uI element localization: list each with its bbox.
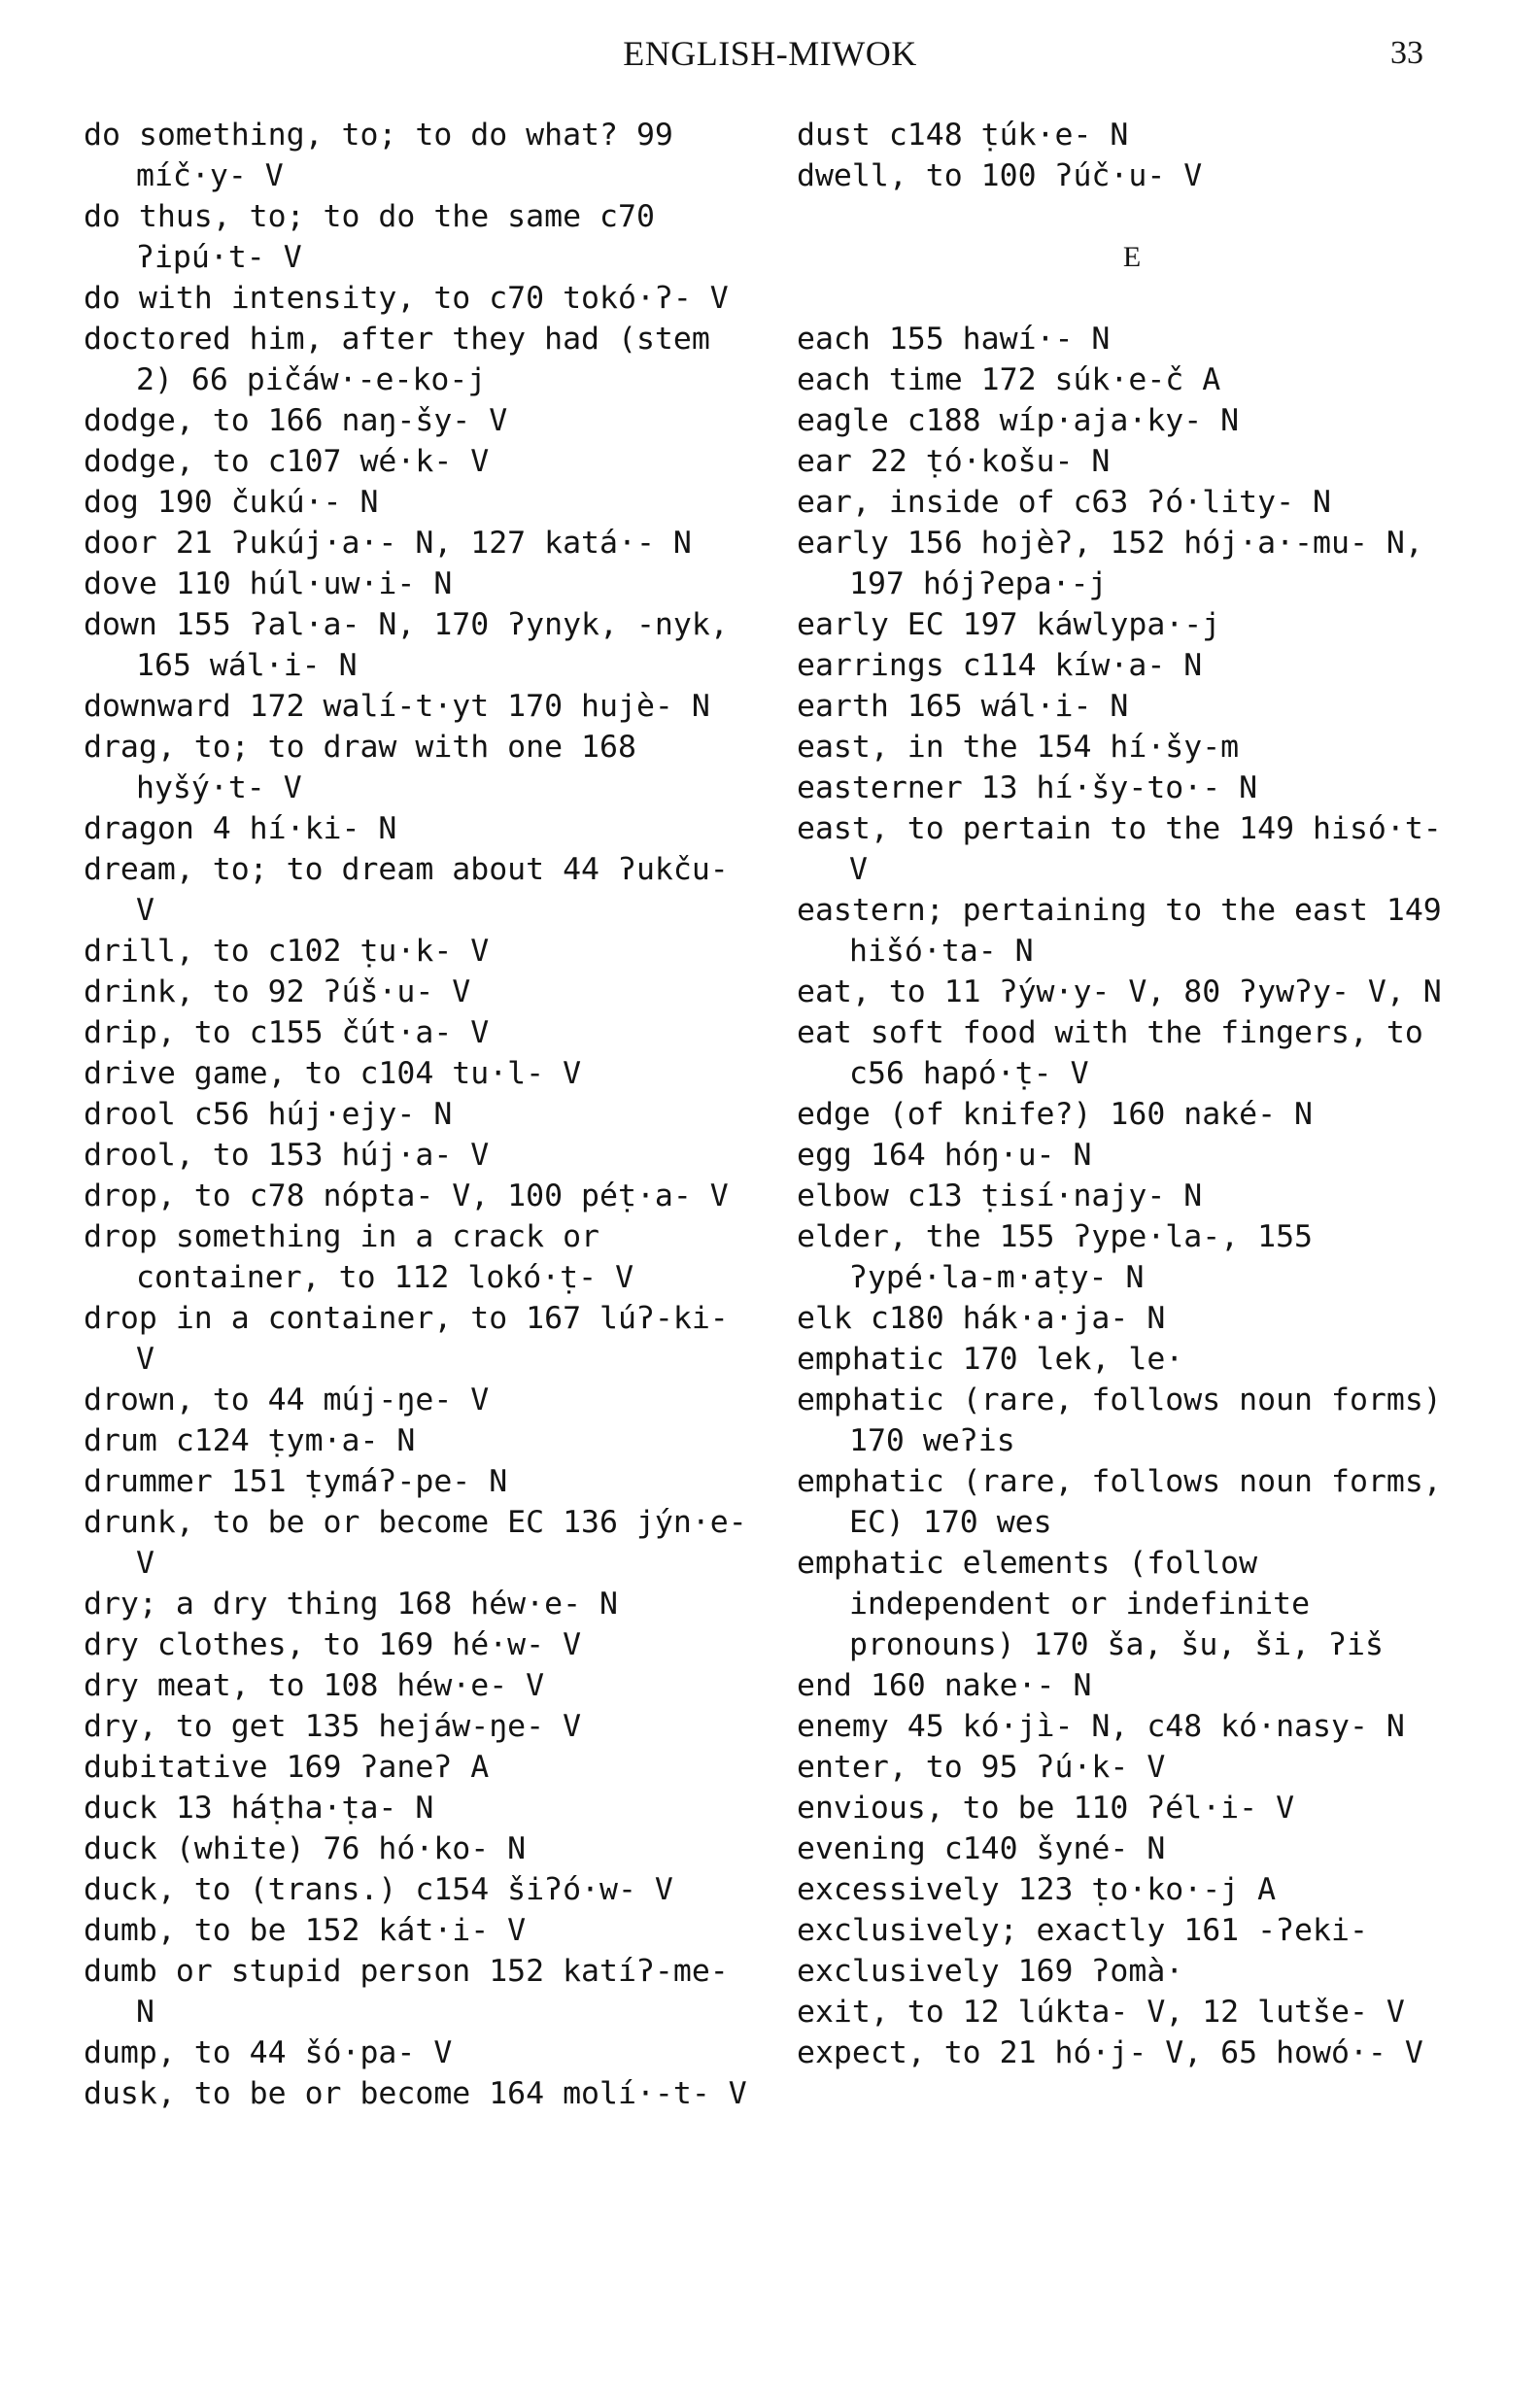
dictionary-entry: dry meat, to 108 héw·e- V	[84, 1668, 545, 1703]
dictionary-entry: end 160 nake·- N	[797, 1668, 1092, 1703]
dictionary-entry: do with intensity, to c70 tokó·ʔ- V	[84, 281, 729, 316]
dictionary-entry: ear, inside of c63 ʔó·lity- N	[797, 485, 1331, 520]
dictionary-entry: each 155 hawí·- N	[797, 322, 1111, 357]
dictionary-entry: east, to pertain to the 149 hisó·t- V	[797, 811, 1442, 887]
left-column	[84, 115, 764, 2114]
dictionary-entry: eat, to 11 ʔýw·y- V, 80 ʔywʔy- V, N	[797, 974, 1442, 1009]
dictionary-entry: duck, to (trans.) c154 šiʔó·w- V	[84, 1872, 673, 1907]
dictionary-entry: dubitative 169 ʔaneʔ A	[84, 1750, 490, 1785]
dictionary-entry: dumb or stupid person 152 katíʔ-me- N	[84, 1954, 729, 2030]
right-column-d-entries	[797, 115, 1467, 196]
running-head: ENGLISH-MIWOK	[623, 34, 917, 73]
dictionary-entry: dream, to; to dream about 44 ʔukču- V	[84, 852, 729, 928]
section-letter: E	[1122, 241, 1142, 273]
dictionary-entry: evening c140 šyné- N	[797, 1831, 1166, 1866]
dictionary-entry: earth 165 wál·i- N	[797, 689, 1129, 724]
dictionary-entry: egg 164 hóŋ·u- N	[797, 1138, 1092, 1173]
dictionary-entry: east, in the 154 hí·šy-m	[797, 730, 1240, 765]
dictionary-entry: eastern; pertaining to the east 149 hišó·ta- N	[797, 893, 1442, 969]
dictionary-entry: exclusively 169 ʔomà·	[797, 1954, 1184, 1989]
dictionary-entry: dry, to get 135 hejáw-ŋe- V	[84, 1709, 582, 1744]
dictionary-entry: drool, to 153 húj·a- V	[84, 1138, 490, 1173]
dictionary-entry: dust c148 ṭúk·e- N	[797, 118, 1129, 153]
dictionary-entry: enter, to 95 ʔú·k- V	[797, 1750, 1166, 1785]
dictionary-entry: each time 172 súk·e-č A	[797, 362, 1221, 397]
right-column-e-entries	[797, 319, 1467, 2073]
dictionary-entry: drop in a container, to 167 lúʔ-ki- V	[84, 1301, 729, 1377]
dictionary-entry: drunk, to be or become EC 136 jýn·e- V	[84, 1505, 747, 1581]
dictionary-entry: early 156 hojèʔ, 152 hój·a·-mu- N, 197 hójʔepa·-j	[797, 526, 1423, 601]
dictionary-entry: duck (white) 76 hó·ko- N	[84, 1831, 527, 1866]
dictionary-entry: edge (of knife?) 160 naké- N	[797, 1097, 1314, 1132]
dictionary-entry: exit, to 12 lúkta- V, 12 lutše- V	[797, 1995, 1405, 2030]
dictionary-entry: door 21 ʔukúj·a·- N, 127 katá·- N	[84, 526, 692, 561]
dictionary-entry: dry clothes, to 169 hé·w- V	[84, 1627, 582, 1662]
dictionary-entry: do something, to; to do what? 99 míč·y- V	[84, 118, 673, 193]
dictionary-entry: emphatic 170 lek, le·	[797, 1342, 1184, 1377]
dictionary-entry: dove 110 húl·uw·i- N	[84, 566, 453, 601]
dictionary-entry: early EC 197 káwlypa·-j	[797, 607, 1221, 642]
dictionary-entry: dusk, to be or become 164 molí·-t- V	[84, 2076, 747, 2111]
dictionary-entry: do thus, to; to do the same c70 ʔipú·t- V	[84, 199, 655, 275]
dictionary-entry: doctored him, after they had (stem 2) 66 pičáw·-e-ko-j	[84, 322, 710, 397]
right-column	[797, 115, 1467, 2073]
dictionary-entry: dog 190 čukú·- N	[84, 485, 379, 520]
page-number: 33	[1390, 35, 1423, 71]
dictionary-entry: elder, the 155 ʔype·la-, 155 ʔypé·la-m·aṭy- N	[797, 1219, 1314, 1295]
dictionary-entry: emphatic elements (follow independent or indefinite pronouns) 170 ša, šu, ši, ʔiš	[797, 1546, 1384, 1662]
dictionary-entry: emphatic (rare, follows noun forms, EC) 170 wes	[797, 1464, 1442, 1540]
dictionary-entry: expect, to 21 hó·j- V, 65 howó·- V	[797, 2035, 1423, 2070]
dictionary-entry: eagle c188 wíp·aja·ky- N	[797, 403, 1240, 438]
dictionary-entry: drown, to 44 múj-ŋe- V	[84, 1383, 490, 1418]
dictionary-entry: dragon 4 hí·ki- N	[84, 811, 397, 846]
dictionary-entry: downward 172 walí-t·yt 170 hujè- N	[84, 689, 710, 724]
dictionary-entry: drum c124 ṭym·a- N	[84, 1423, 416, 1458]
dictionary-entry: drink, to 92 ʔúš·u- V	[84, 974, 471, 1009]
dictionary-entry: dry; a dry thing 168 héw·e- N	[84, 1587, 618, 1622]
dictionary-entry: dumb, to be 152 kát·i- V	[84, 1913, 527, 1948]
dictionary-entry: dodge, to c107 wé·k- V	[84, 444, 490, 479]
dictionary-entry: elbow c13 ṭisí·najy- N	[797, 1178, 1203, 1213]
page-header	[0, 27, 1540, 85]
dictionary-entry: drop something in a crack or container, to 112 lokó·ṭ- V	[84, 1219, 634, 1295]
dictionary-entry: enemy 45 kó·jì- N, c48 kó·nasy- N	[797, 1709, 1405, 1744]
dictionary-entry: drool c56 húj·ejy- N	[84, 1097, 453, 1132]
dictionary-entry: elk c180 hák·a·ja- N	[797, 1301, 1166, 1336]
dictionary-entry: dodge, to 166 naŋ-šy- V	[84, 403, 508, 438]
dictionary-entry: earrings c114 kíw·a- N	[797, 648, 1203, 683]
dictionary-entry: ear 22 ṭó·košu- N	[797, 444, 1111, 479]
dictionary-entry: dump, to 44 šó·pa- V	[84, 2035, 453, 2070]
dictionary-entry: drag, to; to draw with one 168 hyšý·t- V	[84, 730, 636, 805]
dictionary-entry: exclusively; exactly 161 -ʔeki-	[797, 1913, 1368, 1948]
dictionary-entry: easterner 13 hí·šy-to·- N	[797, 770, 1258, 805]
dictionary-entry: duck 13 háṭha·ṭa- N	[84, 1791, 434, 1826]
dictionary-entry: drop, to c78 nópta- V, 100 péṭ·a- V	[84, 1178, 729, 1213]
dictionary-entry: envious, to be 110 ʔél·i- V	[797, 1791, 1295, 1826]
dictionary-entry: drill, to c102 ṭu·k- V	[84, 934, 490, 969]
dictionary-entry: eat soft food with the fingers, to c56 hapó·ṭ- V	[797, 1015, 1423, 1091]
dictionary-entry: down 155 ʔal·a- N, 170 ʔynyk, -nyk, 165 wál·i- N	[84, 607, 729, 683]
dictionary-entry: drip, to c155 čút·a- V	[84, 1015, 490, 1050]
dictionary-entry: dwell, to 100 ʔúč·u- V	[797, 158, 1203, 193]
dictionary-entry: drive game, to c104 tu·l- V	[84, 1056, 582, 1091]
dictionary-entry: emphatic (rare, follows noun forms) 170 weʔis	[797, 1383, 1442, 1458]
dictionary-entry: drummer 151 ṭymáʔ-pe- N	[84, 1464, 508, 1499]
dictionary-entry: excessively 123 ṭo·ko·-j A	[797, 1872, 1277, 1907]
